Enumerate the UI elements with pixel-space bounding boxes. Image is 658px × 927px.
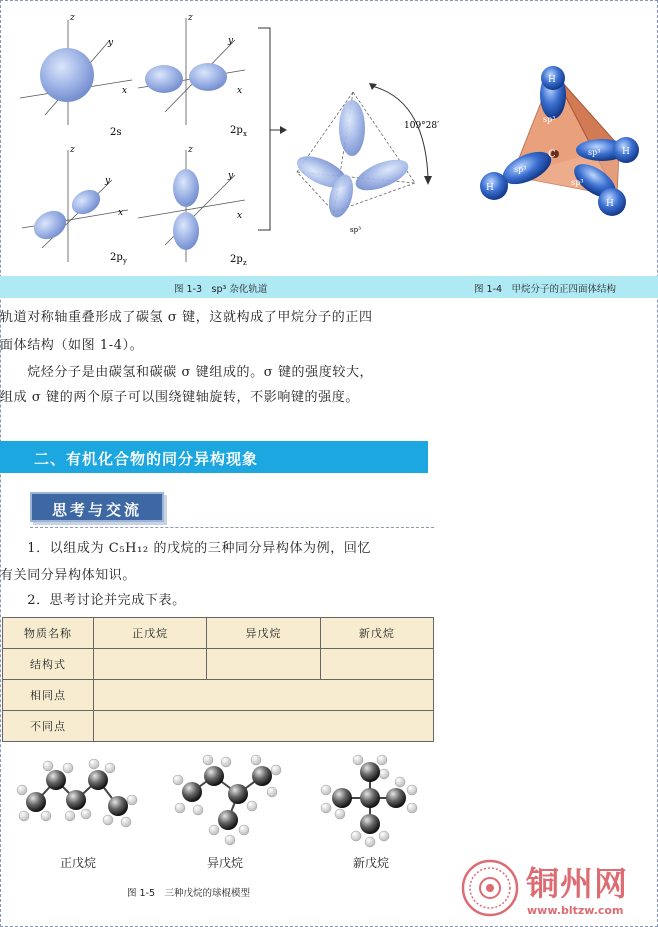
svg-text:z: z (70, 13, 75, 23)
svg-text:2s: 2s (110, 127, 122, 138)
svg-text:y: y (123, 257, 127, 265)
svg-text:y: y (228, 171, 234, 181)
watermark-url[interactable]: www.bltzw.com (527, 904, 624, 917)
svg-text:2p: 2p (230, 254, 243, 265)
paragraph-1-line-1: 轨道对称轴重叠形成了碳氢 σ 键，这就构成了甲烷分子的正四 (0, 310, 373, 325)
paragraph-2-line-1: 烷烃分子是由碳氢和碳碳 σ 键组成的。σ 键的强度较大， (0, 365, 374, 380)
table-header-cell: 新戊烷 (320, 618, 433, 649)
svg-text:sp³: sp³ (514, 165, 527, 174)
model-n-pentane (17, 759, 137, 827)
svg-text:z: z (70, 145, 75, 155)
svg-text:z: z (188, 13, 193, 23)
svg-text:H: H (486, 183, 494, 193)
svg-text:y: y (228, 36, 234, 46)
svg-text:C: C (548, 149, 556, 160)
svg-text:x: x (118, 208, 124, 218)
think-exchange-label: 思考与交流 (51, 501, 142, 519)
label-n-pentane: 正戊烷 (60, 856, 97, 870)
table-cell[interactable] (320, 649, 433, 680)
orbital-2s (20, 13, 132, 138)
paragraph-2-line-2: 组成 σ 键的两个原子可以围绕键轴旋转，不影响键的强度。 (0, 390, 359, 405)
figure-caption-bar (0, 276, 658, 298)
table-header-row (3, 618, 434, 649)
dashed-divider (30, 527, 434, 528)
think-exchange-badge (30, 492, 164, 522)
table-row-label: 结构式 (3, 649, 94, 680)
model-neopentane (321, 755, 417, 847)
svg-text:y: y (108, 38, 114, 48)
svg-text:H: H (606, 199, 614, 209)
svg-text:x: x (122, 86, 128, 96)
pentane-models (0, 750, 440, 860)
orbital-figure (0, 0, 658, 276)
table-header-cell: 正戊烷 (94, 618, 207, 649)
svg-text:sp³: sp³ (571, 178, 584, 187)
sp3-orbitals (292, 83, 439, 234)
table-row (3, 649, 434, 680)
label-isopentane: 异戊烷 (207, 856, 244, 870)
table-row (3, 680, 434, 711)
orbital-2py (22, 145, 128, 265)
table-header-cell: 物质名称 (3, 618, 94, 649)
question-2: 2．思考讨论并完成下表。 (0, 593, 186, 608)
model-isopentane (173, 755, 281, 845)
table-cell[interactable] (94, 649, 207, 680)
watermark-seal-icon (460, 858, 520, 918)
svg-text:x: x (237, 86, 243, 96)
svg-text:H: H (548, 75, 556, 85)
methane-model (480, 66, 639, 216)
table-row (3, 711, 434, 742)
table-cell[interactable] (94, 680, 434, 711)
svg-text:H: H (622, 147, 630, 157)
svg-text:2p: 2p (110, 252, 123, 263)
question-1-line-2: 有关同分异构体知识。 (0, 568, 137, 583)
section-heading: 二、有机化合物的同分异构现象 (34, 450, 259, 468)
table-row-label: 不同点 (3, 711, 94, 742)
svg-text:x: x (243, 130, 247, 138)
table-cell[interactable] (94, 711, 434, 742)
label-neopentane: 新戊烷 (353, 856, 390, 870)
caption-fig-1-3: 图 1-3 sp³ 杂化轨道 (174, 284, 268, 295)
svg-text:sp³: sp³ (588, 148, 601, 157)
bracket-arrow (258, 28, 287, 230)
table-cell[interactable] (207, 649, 320, 680)
section-heading-bar (0, 441, 428, 473)
table-header-cell: 异戊烷 (207, 618, 320, 649)
question-1-line-1: 1．以组成为 C₅H₁₂ 的戊烷的三种同分异构体为例，回忆 (0, 541, 372, 556)
svg-text:y: y (105, 176, 111, 186)
svg-text:109°28′: 109°28′ (404, 121, 440, 131)
svg-text:sp³: sp³ (350, 226, 361, 234)
orbital-2px (138, 13, 247, 138)
table-row-label: 相同点 (3, 680, 94, 711)
watermark-name: 铜州网 (526, 864, 628, 903)
comparison-table (2, 617, 434, 742)
svg-text:x: x (237, 211, 243, 221)
svg-text:z: z (188, 145, 193, 155)
caption-fig-1-4: 图 1-4 甲烷分子的正四面体结构 (474, 284, 617, 295)
orbital-2pz (138, 145, 247, 267)
svg-text:2p: 2p (230, 125, 243, 136)
paragraph-1-line-2: 面体结构（如图 1-4）。 (0, 338, 144, 353)
caption-fig-1-5: 图 1-5 三种戊烷的球棍模型 (127, 888, 251, 899)
svg-text:z: z (243, 259, 247, 267)
svg-text:sp³: sp³ (543, 115, 556, 124)
